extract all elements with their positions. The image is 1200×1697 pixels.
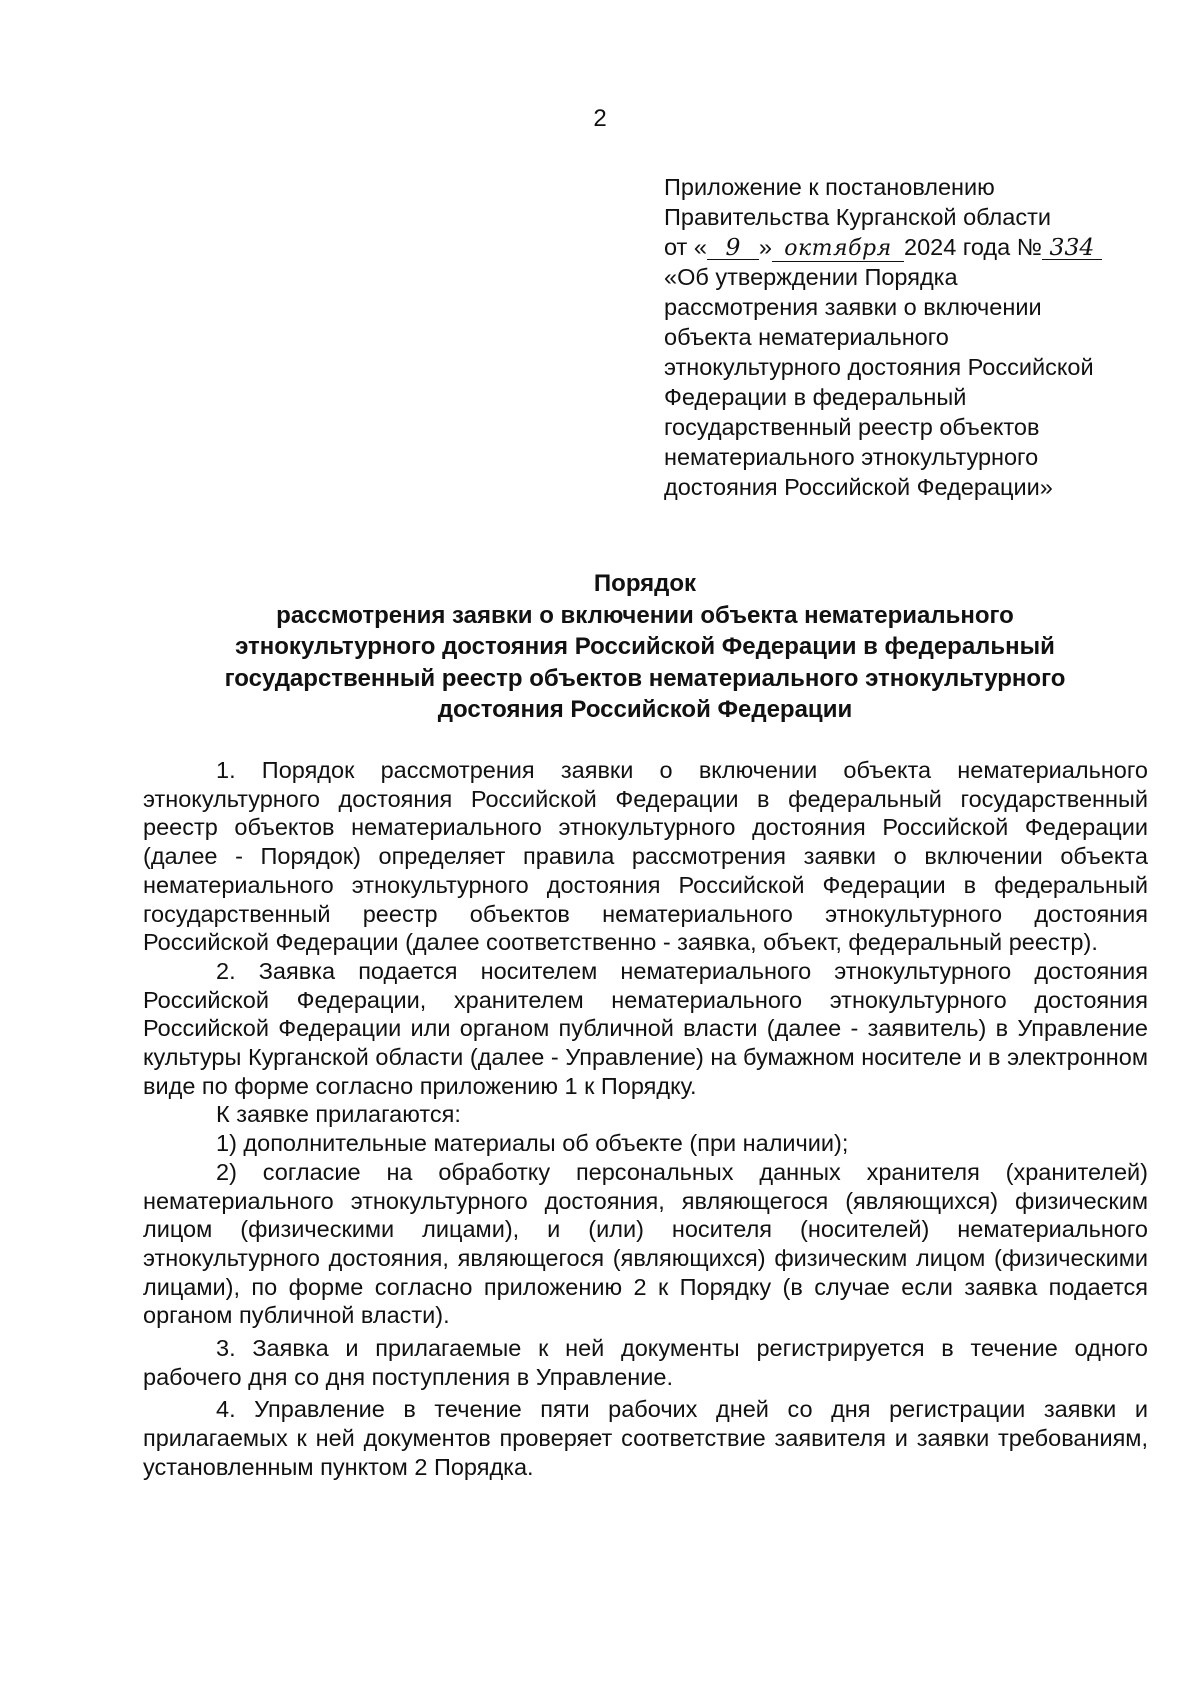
- date-year: 2024 года №: [904, 234, 1042, 260]
- annex-line-1: Приложение к постановлению: [664, 174, 995, 200]
- annex-title-line: Федерации в федеральный: [664, 384, 967, 410]
- annex-title-line: государственный реестр объектов: [664, 414, 1040, 440]
- paragraph-3: 3. Заявка и прилагаемые к ней документы регистрируется в течение одного рабочего дня со дня поступления в Управление.: [143, 1335, 1148, 1390]
- title-line: рассмотрения заявки о включении объекта нематериального: [276, 601, 1014, 629]
- annex-title-line: этнокультурного достояния Российской: [664, 354, 1094, 380]
- document-body: [143, 756, 1148, 1482]
- annex-title-line: нематериального этнокультурного: [664, 444, 1039, 470]
- paragraph-2: 2. Заявка подается носителем нематериального этнокультурного достояния Российской Федерации, хранителем нематериального этнокультурного достояния Российской Федерации или органом публичной власти (далее - заявитель) в Управление культуры Курганской области (далее - Управление) на бумажном носителе и в электронном виде по форме согласно приложению 1 к Порядку.: [143, 957, 1148, 1099]
- handwritten-number: 334: [1042, 235, 1102, 260]
- annex-date-line: [664, 232, 1174, 262]
- annex-title-line: достояния Российской Федерации»: [664, 474, 1053, 500]
- annex-line-2: Правительства Курганской области: [664, 204, 1051, 230]
- title-line: государственный реестр объектов нематериального этнокультурного: [224, 664, 1066, 692]
- date-mid: »: [758, 234, 772, 260]
- annex-block: [664, 172, 1174, 502]
- document-title: [140, 568, 1150, 726]
- title-line: этнокультурного достояния Российской Федерации в федеральный: [235, 633, 1055, 660]
- annex-title-line: «Об утверждении Порядка: [664, 264, 958, 290]
- title-heading: Порядок: [593, 570, 697, 597]
- paragraph-1: 1. Порядок рассмотрения заявки о включении объекта нематериального этнокультурного достояния Российской Федерации в федеральный государственный реестр объектов нематериального этнокультурного достояния Российской Федерации (далее - Порядок) определяет правила рассмотрения заявки о включении объекта нематериального этнокультурного достояния Российской Федерации в федеральный государственный реестр объектов нематериального этнокультурного достояния Российской Федерации (далее соответственно - заявка, объект, федеральный реестр).: [143, 757, 1148, 956]
- list-item-2: 2) согласие на обработку персональных данных хранителя (хранителей) нематериального этнокультурного достояния, являющегося (являющихся) физическим лицом (физическими лицами), и (или) носителя (носителей) нематериального этнокультурного достояния, являющегося (являющихся) физическим лицом (физическими лицами), по форме согласно приложению 2 к Порядку (в случае если заявка подается органом публичной власти).: [143, 1158, 1148, 1329]
- handwritten-month: октября: [772, 237, 904, 262]
- paragraph-attachments-intro: К заявке прилагаются:: [216, 1101, 461, 1128]
- annex-title-line: рассмотрения заявки о включении: [664, 294, 1042, 320]
- handwritten-day: 9: [707, 235, 759, 260]
- page-number: 2: [593, 105, 607, 132]
- title-line: достояния Российской Федерации: [437, 696, 853, 723]
- date-prefix: от «: [664, 234, 707, 260]
- annex-title-line: объекта нематериального: [664, 324, 949, 350]
- list-item-1: 1) дополнительные материалы об объекте (при наличии);: [216, 1130, 849, 1157]
- paragraph-4: 4. Управление в течение пяти рабочих дней со дня регистрации заявки и прилагаемых к ней документов проверяет соответствие заявителя и заявки требованиям, установленным пунктом 2 Порядка.: [143, 1396, 1148, 1480]
